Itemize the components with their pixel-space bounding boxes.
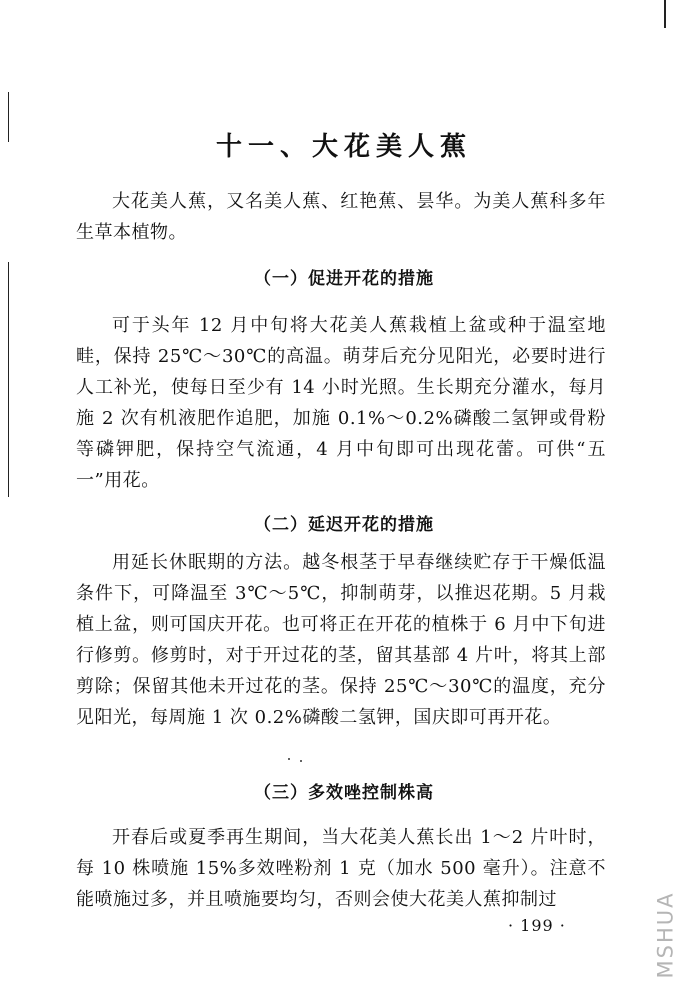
scan-speck: [288, 758, 290, 760]
section-body-3: 开春后或夏季再生期间，当大花美人蕉长出 1～2 片叶时，每 10 株喷施 15%多效唑粉剂 1 克（加水 500 毫升）。注意不能喷施过多，并且喷施要均匀，否则会使大花美人蕉抑制过: [76, 827, 606, 910]
section-body-1: 可于头年 12 月中旬将大花美人蕉栽植上盆或种于温室地畦，保持 25℃～30℃的高温。萌芽后充分见阳光，必要时进行人工补光，使每日至少有 14 小时光照。生长期充分灌水，每月施 2 次有机液肥作追肥，加施 0.1%～0.2%磷酸二氢钾或骨粉等磷钾肥，保持空气流通，4 月中旬即可出现花蕾。可供“五一”用花。: [76, 315, 606, 491]
scan-edge-mark: [664, 0, 666, 28]
section-heading-2: （二）延迟开花的措施: [254, 515, 434, 535]
scan-edge-mark: [8, 262, 9, 497]
watermark: [645, 876, 685, 994]
section-heading-1: （一）促进开花的措施: [254, 269, 434, 289]
chapter-title: 十一、大花美人蕉: [215, 132, 472, 162]
watermark-text: MSHUA: [653, 891, 678, 979]
section-heading-3: （三）多效唑控制株高: [254, 783, 434, 803]
section-body-2: 用延长休眠期的方法。越冬根茎于早春继续贮存于干燥低温条件下，可降温至 3℃～5℃，抑制萌芽，以推迟花期。5 月栽植上盆，则可国庆开花。也可将正在开花的植株于 6 月中下旬进行修剪。修剪时，对于开过花的茎，留其基部 4 片叶，将其上部剪除；保留其他未开过花的茎。保持 25℃～30℃的温度，充分见阳光，每周施 1 次 0.2%磷酸二氢钾，国庆即可再开花。: [76, 552, 606, 728]
scan-speck: [300, 760, 302, 762]
page-number: · 199 ·: [508, 916, 566, 935]
intro-paragraph: 大花美人蕉，又名美人蕉、红艳蕉、昙华。为美人蕉科多年生草本植物。: [76, 191, 606, 243]
